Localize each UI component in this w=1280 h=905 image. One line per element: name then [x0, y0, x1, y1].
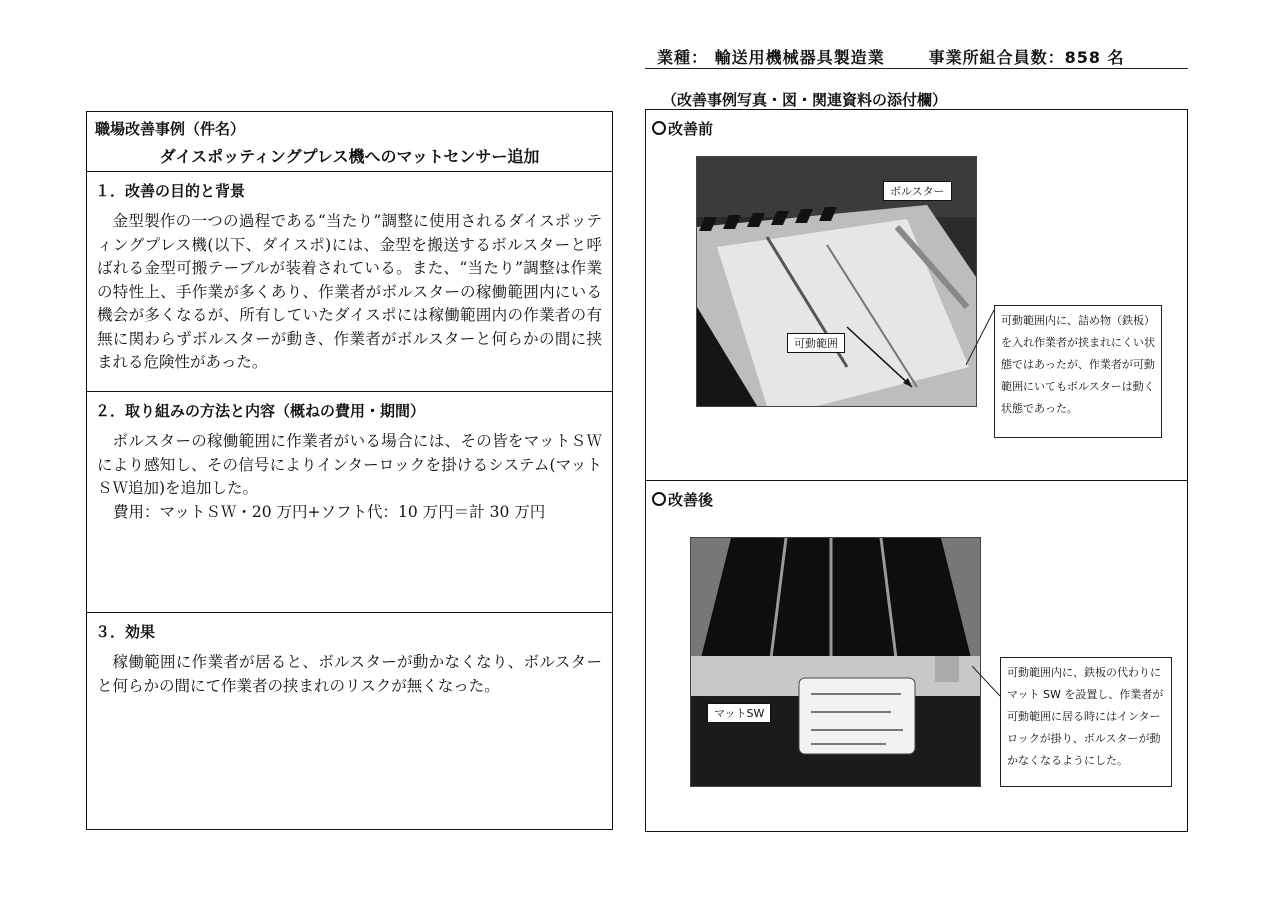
case-title: ダイスポッティングプレス機へのマットセンサー追加	[159, 147, 540, 166]
circle-icon	[652, 492, 666, 506]
industry-text: 業種： 輸送用機械器具製造業	[657, 48, 885, 67]
bolster-label: ボルスター	[883, 181, 952, 201]
before-section	[646, 110, 1187, 481]
after-photo-image	[691, 538, 980, 786]
case-title-section	[87, 112, 612, 172]
header-line	[657, 45, 1125, 68]
method-title: ２．取り組みの方法と内容（概ねの費用・期間）	[95, 402, 426, 420]
before-title: 改善前	[668, 120, 714, 138]
method-body: ボルスターの稼働範囲に作業者がいる場合には、その皆をマットＳＷにより感知し、その信号によりインターロックを掛けるシステム(マットＳＷ追加)を追加した。	[97, 432, 602, 497]
after-title: 改善後	[668, 491, 714, 509]
after-callout: 可動範囲内に、鉄板の代わりにマット SW を設置し、作業者が可動範囲に居る時にはインターロックが掛り、ボルスターが動かなくなるようにした。	[1000, 657, 1172, 787]
attachment-table	[645, 109, 1188, 832]
case-table	[86, 111, 613, 830]
effect-body: 稼働範囲に作業者が居ると、ボルスターが動かなくなり、ボルスターと何らかの間にて作業者の挟まれのリスクが無くなった。	[97, 653, 602, 695]
method-section	[87, 392, 612, 613]
circle-icon	[652, 121, 666, 135]
before-heading	[646, 110, 1187, 139]
purpose-body: 金型製作の一つの過程である“当たり”調整に使用されるダイスポッティングプレス機(以下、ダイスポ)には、金型を搬送するボルスターと呼ばれる金型可搬テーブルが装着されている。また、“当たり”調整は作業の特性上、手作業が多くあり、作業者がボルスターの稼働範囲内にいる機会が多くなるが、所有していたダイスポには稼働範囲内の作業者の有無に関わらずボルスターが動き、作業者がボルスターと何らかの間に挟まれる危険性があった。	[97, 212, 602, 371]
range-label: 可動範囲	[787, 333, 845, 353]
after-section	[646, 481, 1187, 831]
effect-section	[87, 613, 612, 829]
after-heading	[646, 481, 1187, 510]
header-rule	[645, 68, 1188, 69]
attachment-caption: （改善事例写真・図・関連資料の添付欄）	[662, 91, 948, 109]
purpose-title: １．改善の目的と背景	[95, 182, 246, 200]
before-photo	[696, 156, 977, 407]
after-callout-connector	[972, 666, 1002, 706]
case-label: 職場改善事例（件名）	[95, 120, 246, 138]
member-count-text: 事業所組合員数：858 名	[928, 48, 1125, 67]
mat-sw-label: マットSW	[707, 703, 771, 723]
after-photo	[690, 537, 981, 787]
before-callout: 可動範囲内に、詰め物（鉄板）を入れ作業者が挟まれにくい状態ではあったが、作業者が可動範囲にいてもボルスターは動く状態であった。	[994, 305, 1162, 438]
before-callout-connector	[966, 310, 996, 370]
purpose-section	[87, 172, 612, 392]
effect-title: ３．効果	[95, 623, 156, 641]
cost-line: 費用：マットＳＷ・20 万円+ソフト代：10 万円＝計 30 万円	[113, 502, 546, 521]
